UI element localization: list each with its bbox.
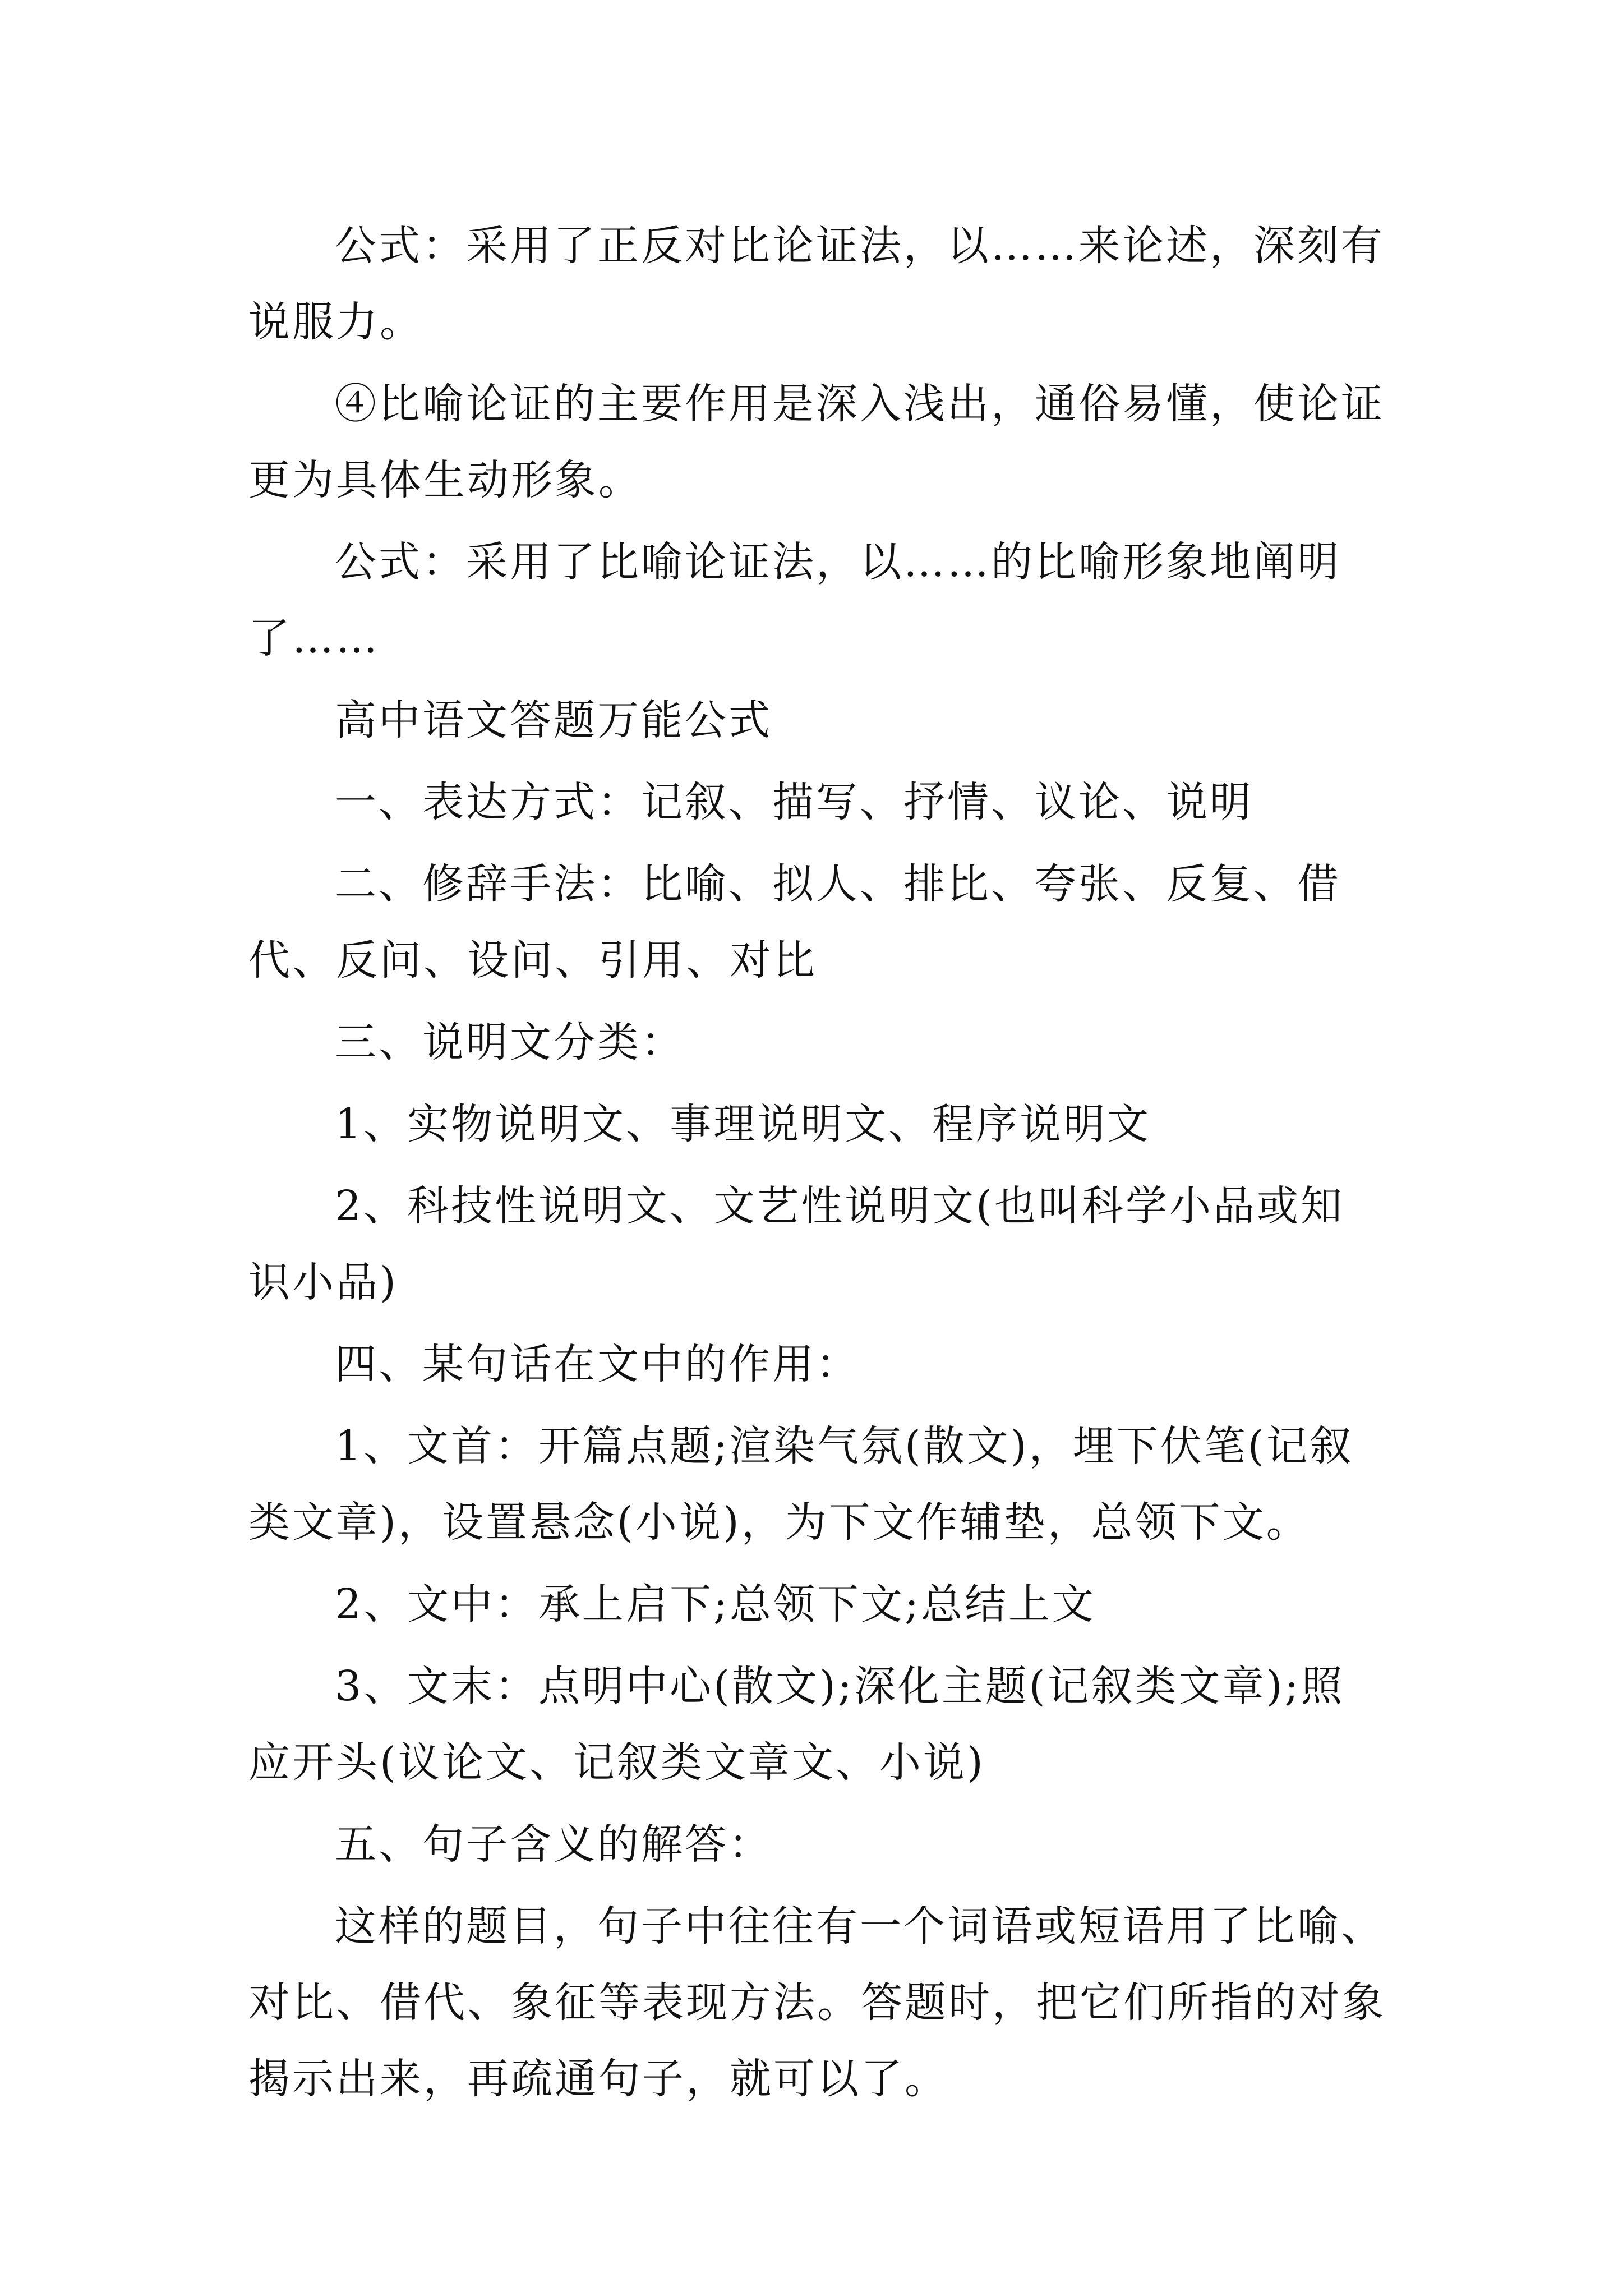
paragraph-expression-modes: 一、表达方式：记叙、描写、抒情、议论、说明 bbox=[335, 778, 1253, 826]
paragraph-rhetoric: 二、修辞手法：比喻、拟人、排比、夸张、反复、借代、反问、设问、引用、对比 bbox=[248, 860, 1341, 984]
paragraph-role-beginning: 1、文首：开篇点题;渲染气氛(散文)，埋下伏笔(记叙类文章)，设置悬念(小说)，为下文作辅垫，总领下文。 bbox=[248, 1422, 1354, 1547]
paragraph-answer-method: 这样的题目，句子中往往有一个词语或短语用了比喻、对比、借代、象征等表现方法。答题时，把它们所指的对象揭示出来，再疏通句子，就可以了。 bbox=[248, 1902, 1386, 2103]
section-title: 高中语文答题万能公式 bbox=[335, 696, 772, 744]
paragraph-expository-types: 三、说明文分类： bbox=[335, 1018, 685, 1066]
paragraph-metaphor-argument: ④比喻论证的主要作用是深入浅出，通俗易懂，使论证更为具体生动形象。 bbox=[248, 380, 1385, 504]
paragraph-expository-type-2: 2、科技性说明文、文艺性说明文(也叫科学小品或知识小品) bbox=[248, 1182, 1344, 1306]
paragraph-formula-metaphor: 公式：采用了比喻论证法，以……的比喻形象地阐明了…… bbox=[248, 538, 1341, 662]
paragraph-sentence-role: 四、某句话在文中的作用： bbox=[335, 1340, 860, 1388]
paragraph-role-end: 3、文末：点明中心(散文);深化主题(记叙类文章);照应开头(议论文、记叙类文章文、小说) bbox=[248, 1662, 1345, 1787]
paragraph-sentence-meaning: 五、句子含义的解答： bbox=[335, 1820, 772, 1869]
paragraph-expository-type-1: 1、实物说明文、事理说明文、程序说明文 bbox=[335, 1100, 1151, 1148]
paragraph-formula-contrast: 公式：采用了正反对比论证法，以……来论述，深刻有说服力。 bbox=[248, 222, 1385, 346]
paragraph-role-middle: 2、文中：承上启下;总领下文;总结上文 bbox=[335, 1580, 1096, 1628]
document-body bbox=[248, 208, 1387, 2123]
